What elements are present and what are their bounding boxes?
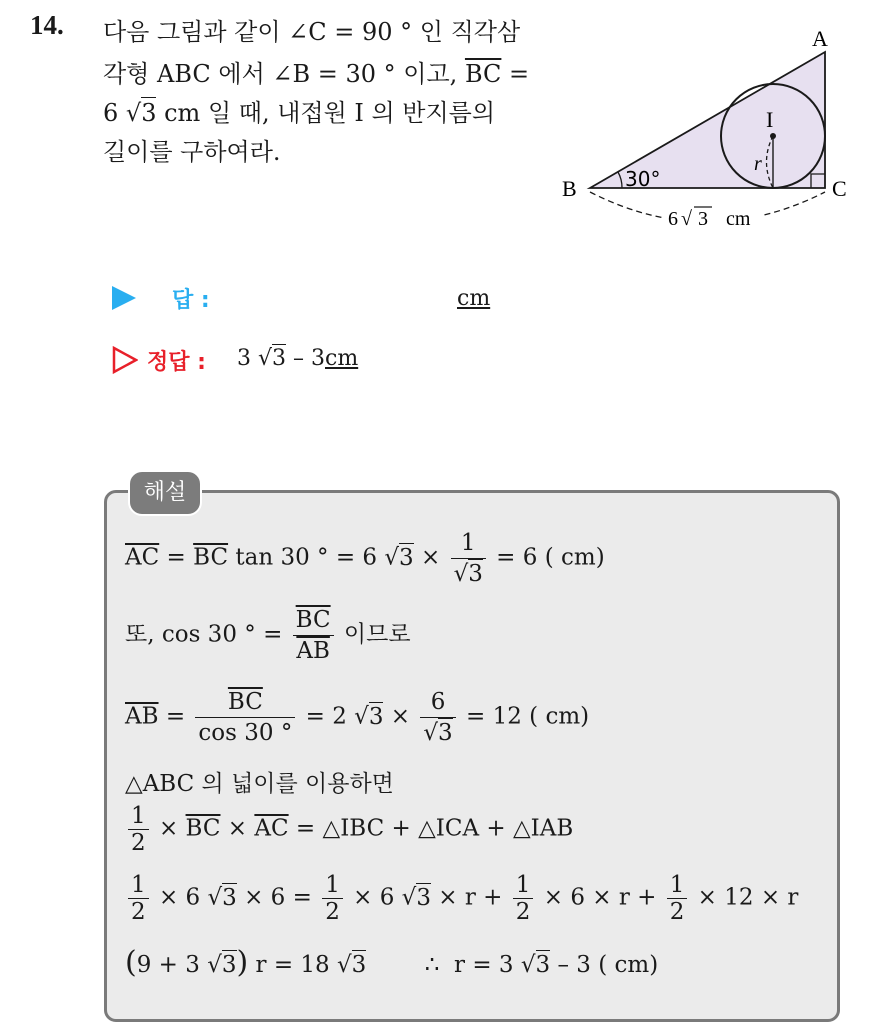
problem-line-4: 길이를 구하여라. bbox=[103, 138, 281, 166]
answer-marker-icon bbox=[112, 286, 136, 310]
correct-answer-label: 정답 : bbox=[147, 350, 206, 375]
base-length-rad: 3 bbox=[698, 208, 708, 230]
vertex-a-label: A bbox=[812, 26, 828, 51]
segment-bc: $\overline{BC}$ bbox=[464, 60, 502, 88]
correct-marker-icon bbox=[112, 346, 138, 374]
solution-line-3: $\overline{AB}$ = $\frac{\overline{BC}}{\cos 30 ^\circ}$ = 2 √3 × $\frac{6}{√3}$ = 12 ( cm) bbox=[125, 689, 590, 746]
vertex-c-label: C bbox=[832, 176, 847, 201]
problem-line-1: 다음 그림과 같이 ∠C = 90 ° 인 직각삼 bbox=[103, 18, 521, 46]
solution-line-2: 또, cos 30 ° = $\frac{\overline{BC}}{AB}$ 이므로 bbox=[125, 607, 411, 664]
solution-line-7: (9 + 3 √3) r = 18 √3 ∴ r = 3 √3 – 3 ( cm) bbox=[125, 945, 659, 980]
problem-line-2: 각형 ABC 에서 ∠B = 30 ° 이고, $\overline{BC}$ = bbox=[103, 60, 530, 88]
triangle-figure bbox=[550, 20, 870, 240]
solution-line-5: $\frac{1}{2}$ × $\overline{BC} \times \overline{AC}$ = △IBC + △ICA + △IAB bbox=[125, 803, 573, 856]
base-length-unit: cm bbox=[726, 208, 751, 230]
answer-prompt-label: 답 : bbox=[172, 288, 210, 313]
problem-line-3: 6 √3 cm 일 때, 내접원 I 의 반지름의 bbox=[103, 99, 496, 127]
incenter-label: I bbox=[766, 107, 774, 132]
answer-unit: cm bbox=[457, 286, 491, 311]
angle-label: 30° bbox=[625, 167, 661, 191]
problem-number: 14. bbox=[30, 10, 64, 40]
solution-line-4: △ABC 의 넓이를 이용하면 bbox=[125, 771, 394, 797]
base-length-prefix: 6 bbox=[668, 208, 678, 230]
vertex-b-label: B bbox=[562, 176, 577, 201]
solution-badge: 해설 bbox=[128, 470, 202, 516]
correct-answer-value: 3 √3 – 3cm bbox=[237, 346, 359, 371]
solution-line-6: $\frac{1}{2}$ × 6 √3 × 6 = $\frac{1}{2}$ × 6 √3 × r + $\frac{1}{2}$ × 6 × r + $\frac{1}{2}$ × 12 × r bbox=[125, 872, 798, 925]
solution-line-1: $\overline{AC} = \overline{BC}$ tan 30 ° = 6 √3 × $\frac{1}{√3}$ = 6 ( cm) bbox=[125, 530, 605, 587]
radius-label: r bbox=[754, 153, 762, 175]
base-length-root: √ bbox=[681, 208, 692, 230]
